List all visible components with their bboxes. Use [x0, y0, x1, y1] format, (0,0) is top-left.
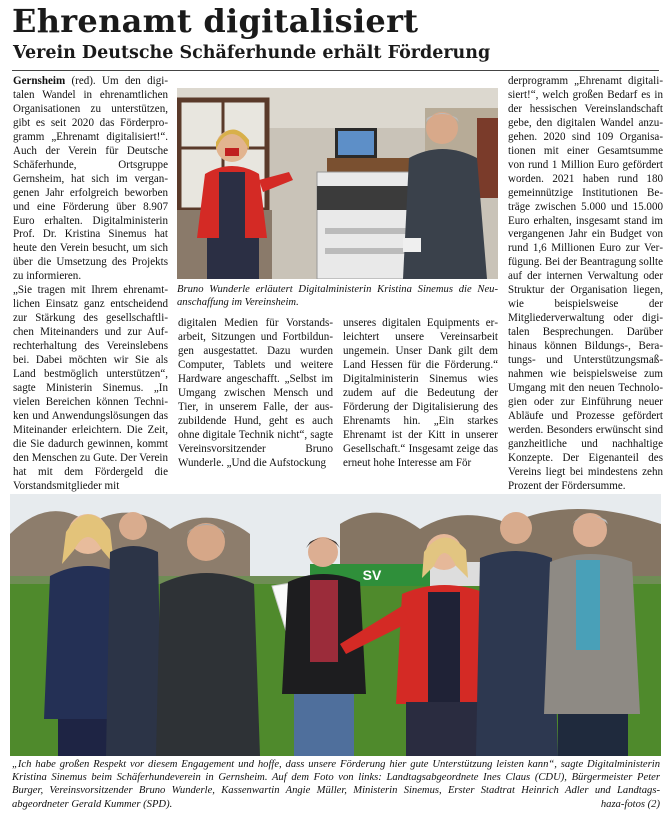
article-column-1 — [13, 75, 168, 494]
article-intro — [13, 75, 168, 284]
photo-credit: haza-fotos (2) — [597, 798, 660, 811]
article-column-4 — [508, 75, 663, 494]
photo-minister-equipment — [177, 88, 498, 279]
article-column-2 — [178, 317, 333, 470]
article-paragraph: digitalen Medien für Vorstandsarbeit, Sitzungen und Fortbildungen ausgestattet. Dazu wurden Computer, Tablets und weitere Hardware angeschafft. „Selbst im Umgang zwischen Mensch und Tier, in unserem Falle, der auszubildende Hund, geht es auch ohne digitale Technik nicht“, sagte Vereinsvorsitzender Bruno Wunderle. „Und die Aufstockung — [178, 317, 333, 469]
photo1-caption: Bruno Wunderle erläutert Digitalministerin Kristina Sinemus die Neuanschaffung im Vereinsheim. — [177, 284, 498, 308]
photo2-caption-text: „Ich habe großen Respekt vor diesem Engagement und hoffe, dass unsere Förderung hier gute Unterstützung leisten kann“, sagte Digitalministerin Kristina Sinemus beim Schäferhundeverein in Gernsheim. Auf dem Foto von links: Landtagsabgeordnete Ines Claus (CDU), Bürgermeister Peter Burger, Vereinsvorsitzender Bruno Wunderle, Kassenwartin Angie Müller, Ministerin Sinemus, Erster Stadtrat Heinrich Adler und Landtagsabgeordneter Gerald Kummer (SPD). — [12, 759, 660, 810]
article-column-3 — [343, 317, 498, 470]
article-paragraph: unseres digitalen Equipments erleichtert unsere Vereinsarbeit ungemein. Unser Dank gilt dem Land Hessen für die Förderung.“ Digitalministerin Sinemus wies zudem auf die Bedeutung der Förderung der Digitalisierung des Ehrenamts hin. „Ein starkes Ehrenamt ist der Kitt in unserer Gesellschaft.“ Insgesamt zeige das erneut hohe Interesse am För — [343, 317, 498, 469]
dateline: Gernsheim — [13, 75, 66, 87]
photo2-caption — [12, 758, 660, 811]
headline: Ehrenamt digitalisiert — [12, 2, 419, 40]
article-paragraph: „Sie tragen mit Ihrem ehrenamtlichen Einsatz ganz entscheidend zur Stärkung des gesellschaftlichen Miteinanders und zur Aufrechterhaltung des Vereinslebens bei. Dabei möchten wir Sie als Land bestmöglich unterstützen“, sagte Ministerin Sinemus. „In vielen Bereichen können Techniken und Anwendungslösungen das Miteinander erleichtern. Die Zeit, die Sie dadurch gewinnen, kommt den Menschen zu Gute. Der Verein hat mit dem Fördergeld die Vorstandsmitglieder mit — [13, 284, 169, 492]
subheadline: Verein Deutsche Schäferhunde erhält Förderung — [13, 43, 491, 63]
intro-text: (red). Um den digitalen Wandel in ehrenamtlichen Organisationen zu unterstützen, gibt es seit 2020 das Förderprogramm „Ehrenamt digitalisiert!“. Auch der Verein für Deutsche Schäferhunde, Ortsgruppe Gernsheim, hat sich im vergangenen Jahr erfolgreich beworben und eine Förderung über 8.907 Euro erhalten. Digitalministerin Prof. Dr. Kristina Sinemus hat heute den Verein besucht, um sich über die Umsetzung des Projekts zu informieren. — [13, 75, 168, 283]
banner-sv-text: SV — [362, 567, 382, 583]
header-rule — [12, 70, 659, 71]
article-paragraph: derprogramm „Ehrenamt digitalisiert!“, welch großen Bedarf es in der hessischen Vereinslandschaft gebe, den digitalen Wandel anzugehen. 2020 sind 109 Organisationen mit einer Gesamtsumme von rund 1 Million Euro gefördert worden. 2021 haben rund 180 gemeinnützige Institutionen Beträge zwischen 5.000 und 15.000 Euro erhalten, insgesamt stand im vergangenen Jahr ein Budget von rund 1,6 Millionen Euro zur Verfügung. Bei der Beantragung sollte auf der internen Verwaltung oder Struktur der Organisation liegen, wie beispielsweise der Mitgliederverwaltung oder digitalen Besprechungen. Darüber hinaus können Bildungs-, Beratungs- und Unterstützungsmaßnahmen wie beispielsweise zum Umgang mit den neuen Technologien oder zur Einführung neuer Abläufe und Prozesse gefördert werden. Besonders erwünscht sind ganzheitliche und nachhaltige Konzepte. Der Eigenanteil des Vereins liegt bei mindestens zehn Prozent der Fördersumme. — [508, 75, 663, 492]
photo-group-outdoor — [10, 494, 661, 756]
